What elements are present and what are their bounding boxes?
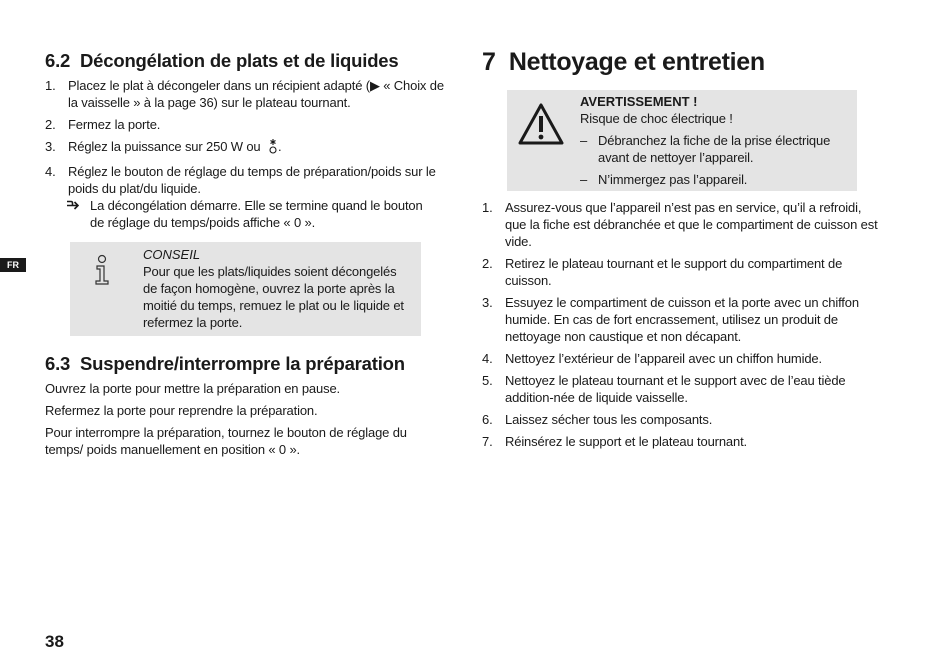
step-text: Assurez-vous que l’appareil n’est pas en service, qu’il a refroidi, que la fiche est débranchée et que le compartiment de cuisson est vide. — [505, 200, 878, 249]
chapter-7-heading — [482, 48, 765, 77]
section-6-2-heading — [45, 50, 398, 72]
chapter-number: 7 — [482, 48, 496, 76]
warning-item-text: N’immergez pas l’appareil. — [598, 172, 748, 187]
step-text: Laissez sécher tous les composants. — [505, 412, 713, 427]
chapter-title: Nettoyage et entretien — [508, 48, 765, 76]
cleaning-steps — [482, 199, 882, 455]
step-number: 7. — [482, 434, 493, 449]
section-number: 6.3 — [45, 353, 71, 374]
step-number: 4. — [482, 351, 493, 366]
warning-list — [580, 132, 855, 193]
tip-title: CONSEIL — [143, 247, 201, 262]
step-number: 1. — [482, 200, 493, 215]
step-text: Retirez le plateau tournant et le support du compartiment de cuisson. — [505, 256, 843, 288]
result-text: La décongélation démarre. Elle se termine quand le bouton de réglage du temps/poids affiche « 0 ». — [90, 198, 423, 230]
page-number: 38 — [45, 632, 64, 651]
list-item — [45, 77, 445, 111]
step-number: 1. — [45, 78, 56, 93]
step-number: 2. — [45, 117, 56, 132]
section-title: Suspendre/interrompre la préparation — [80, 353, 405, 374]
warning-triangle-icon — [517, 102, 565, 151]
list-item — [482, 433, 882, 450]
step-text: Réglez la puissance sur 250 W ou — [68, 139, 261, 154]
paragraph: Pour interrompre la préparation, tournez le bouton de réglage du temps/ poids manuellement en position « 0 ». — [45, 425, 407, 457]
step-number: 4. — [45, 164, 56, 179]
list-item — [580, 132, 855, 166]
warning-item-text: Débranchez la fiche de la prise électrique avant de nettoyer l’appareil. — [598, 133, 831, 165]
list-item — [45, 116, 445, 133]
list-item: 3. Réglez la puissance sur 250 W ou . — [45, 138, 445, 158]
paragraph: Refermez la porte pour reprendre la préparation. — [45, 403, 318, 418]
tip-text: Pour que les plats/liquides soient décongelés de façon homogène, ouvrez la porte après la moitié du temps, remuez le plat ou le liquide et refermez la porte. — [143, 264, 404, 330]
step-text: Nettoyez le plateau tournant et le support avec de l’eau tiède addition-née de liquide vaisselle. — [505, 373, 846, 405]
step-number: 2. — [482, 256, 493, 271]
list-item — [482, 294, 882, 345]
step-text: Essuyez le compartiment de cuisson et la porte avec un chiffon humide. En cas de fort encrassement, utilisez un produit de nettoyage non caustique et non décapant. — [505, 295, 859, 344]
warning-subtitle: Risque de choc électrique ! — [580, 111, 733, 126]
list-item — [580, 171, 855, 188]
defrost-icon — [268, 139, 278, 158]
step-text: Réglez le bouton de réglage du temps de préparation/poids sur le poids du plat/du liquide. — [68, 164, 436, 196]
list-item — [45, 163, 445, 197]
result-arrow-icon — [66, 197, 79, 215]
step-number: 6. — [482, 412, 493, 427]
step-number: 3. — [482, 295, 493, 310]
section-6-3-heading — [45, 353, 405, 375]
step-number: 3. — [45, 139, 56, 154]
list-item — [482, 255, 882, 289]
dash: – — [580, 172, 588, 187]
section-number: 6.2 — [45, 50, 71, 71]
info-icon — [92, 254, 112, 291]
language-tab: FR — [0, 258, 26, 272]
list-item — [482, 372, 882, 406]
warning-title: AVERTISSEMENT ! — [580, 94, 698, 109]
list-item — [482, 411, 882, 428]
warning-box — [507, 90, 857, 191]
step-number: 5. — [482, 373, 493, 388]
step-text: Fermez la porte. — [68, 117, 161, 132]
defrost-steps — [45, 77, 445, 202]
dash: – — [580, 133, 588, 148]
step-text: Nettoyez l’extérieur de l’appareil avec un chiffon humide. — [505, 351, 822, 366]
step-text: Placez le plat à décongeler dans un récipient adapté (▶ « Choix de la vaisselle » à la page 36) sur le plateau tournant. — [68, 78, 444, 110]
tip-box — [70, 242, 421, 336]
result-note — [66, 197, 426, 231]
step-text: Réinsérez le support et le plateau tournant. — [505, 434, 747, 449]
list-item — [482, 350, 882, 367]
section-title: Décongélation de plats et de liquides — [80, 50, 399, 71]
list-item — [482, 199, 882, 250]
paragraph: Ouvrez la porte pour mettre la préparation en pause. — [45, 381, 340, 396]
